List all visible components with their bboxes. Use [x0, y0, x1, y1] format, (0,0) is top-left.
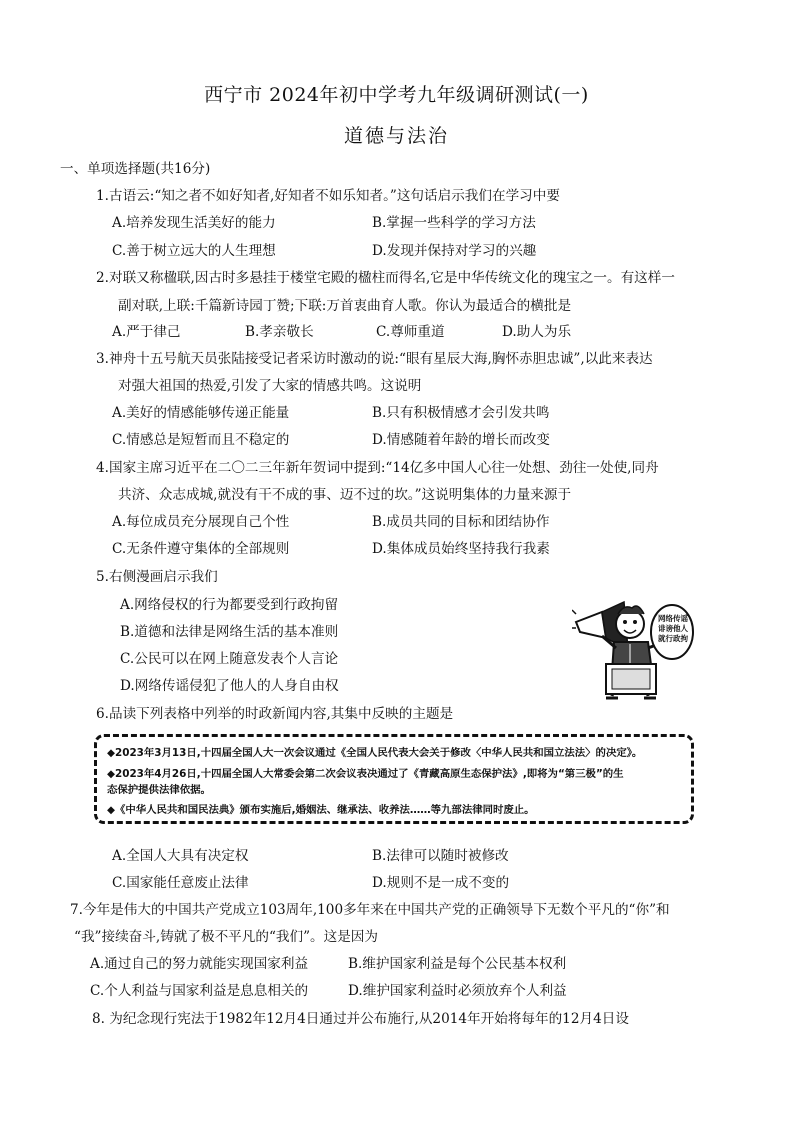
question-5-option-a: A.网络侵权的行为都要受到行政拘留 — [120, 597, 339, 613]
question-6-option-c: C.国家能任意废止法律 — [112, 875, 249, 891]
question-7-option-c: C.个人利益与国家利益是息息相关的 — [90, 983, 309, 999]
question-4-stem-line-1: 4.国家主席习近平在二〇二三年新年贺词中提到:“14亿多中国人心往一处想、劲往一处使,同舟 — [96, 460, 659, 476]
news-item-2-line-1: ◆2023年4月26日,十四届全国人大常委会第二次会议表决通过了《青藏高原生态保护法》,即将为“第三极”的生 — [107, 768, 624, 780]
question-4-option-d: D.集体成员始终坚持我行我素 — [372, 541, 550, 557]
cartoon-drawing — [572, 592, 694, 704]
question-3-option-c: C.情感总是短暂而且不稳定的 — [112, 432, 290, 448]
question-4-option-a: A.每位成员充分展现自己个性 — [112, 514, 290, 530]
cartoon-bubble-line-1: 网络传谣 — [658, 614, 688, 623]
cartoon-illustration — [572, 592, 694, 704]
question-6-option-b: B.法律可以随时被修改 — [372, 848, 509, 864]
question-8-stem: 8. 为纪念现行宪法于1982年12月4日通过并公布施行,从2014年开始将每年的12月4日设 — [92, 1011, 629, 1027]
news-box — [94, 734, 694, 824]
news-item-2-line-2: 态保护提供法律依据。 — [107, 784, 211, 796]
question-1-option-d: D.发现并保持对学习的兴趣 — [372, 243, 537, 259]
news-item-3: ◆《中华人民共和国民法典》颁布实施后,婚姻法、继承法、收养法……等九部法律同时废止。 — [107, 804, 535, 816]
question-1-option-b: B.掌握一些科学的学习方法 — [372, 215, 536, 231]
question-4-option-c: C.无条件遵守集体的全部规则 — [112, 541, 290, 557]
question-7-stem-line-2: “我”接续奋斗,铸就了极不平凡的“我们”。这是因为 — [74, 929, 378, 945]
cartoon-bubble-line-3: 就行政拘 — [658, 634, 688, 643]
question-3-option-b: B.只有积极情感才会引发共鸣 — [372, 405, 550, 421]
question-7-option-a: A.通过自己的努力就能实现国家利益 — [90, 956, 309, 972]
question-1-stem: 1.古语云:“知之者不如好知者,好知者不如乐知者。”这句话启示我们在学习中要 — [96, 188, 560, 204]
question-2-stem-line-1: 2.对联又称楹联,因古时多悬挂于楼堂宅殿的楹柱而得名,它是中华传统文化的瑰宝之一。有这样一 — [96, 270, 675, 286]
cartoon-bubble-text — [658, 614, 688, 644]
question-7-option-d: D.维护国家利益时必须放弃个人利益 — [348, 983, 567, 999]
section-title: 一、单项选择题(共16分) — [60, 161, 211, 177]
question-7-option-b: B.维护国家利益是每个公民基本权利 — [348, 956, 567, 972]
question-3-stem-line-2: 对强大祖国的热爱,引发了大家的情感共鸣。这说明 — [118, 378, 422, 394]
question-2-option-d: D.助人为乐 — [502, 324, 572, 340]
question-3-option-a: A.美好的情感能够传递正能量 — [112, 405, 290, 421]
question-4-stem-line-2: 共济、众志成城,就没有干不成的事、迈不过的坎。”这说明集体的力量来源于 — [118, 487, 572, 503]
question-5-option-c: C.公民可以在网上随意发表个人言论 — [120, 651, 339, 667]
news-item-1: ◆2023年3月13日,十四届全国人大一次会议通过《全国人民代表大会关于修改〈中华人民共和国立法法〉的决定》。 — [107, 747, 643, 759]
cartoon-bubble-line-2: 诽谤他人 — [658, 624, 688, 633]
question-3-option-d: D.情感随着年龄的增长而改变 — [372, 432, 550, 448]
question-4-option-b: B.成员共同的目标和团结协作 — [372, 514, 550, 530]
question-5-option-b: B.道德和法律是网络生活的基本准则 — [120, 624, 339, 640]
question-2-option-b: B.孝亲敬长 — [245, 324, 314, 340]
question-6-stem: 6.品读下列表格中列举的时政新闻内容,其集中反映的主题是 — [96, 706, 454, 722]
question-2-option-a: A.严于律己 — [112, 324, 181, 340]
question-2-stem-line-2: 副对联,上联:千篇新诗园丁赞;下联:万首衷曲育人歌。你认为最适合的横批是 — [118, 298, 572, 314]
question-5-stem: 5.右侧漫画启示我们 — [96, 569, 218, 585]
question-6-option-d: D.规则不是一成不变的 — [372, 875, 510, 891]
question-5-option-d: D.网络传谣侵犯了他人的人身自由权 — [120, 678, 339, 694]
question-1-option-c: C.善于树立远大的人生理想 — [112, 243, 276, 259]
question-1-option-a: A.培养发现生活美好的能力 — [112, 215, 276, 231]
question-7-stem-line-1: 7.今年是伟大的中国共产党成立103周年,100多年来在中国共产党的正确领导下无数个平凡的“你”和 — [70, 902, 670, 918]
question-6-option-a: A.全国人大具有决定权 — [112, 848, 249, 864]
subject-title: 道德与法治 — [343, 125, 449, 147]
exam-title: 西宁市 2024年初中学考九年级调研测试(一) — [204, 84, 589, 106]
question-2-option-c: C.尊师重道 — [376, 324, 445, 340]
question-3-stem-line-1: 3.神舟十五号航天员张陆接受记者采访时激动的说:“眼有星辰大海,胸怀赤胆忠诚”,以此来表达 — [96, 351, 653, 367]
